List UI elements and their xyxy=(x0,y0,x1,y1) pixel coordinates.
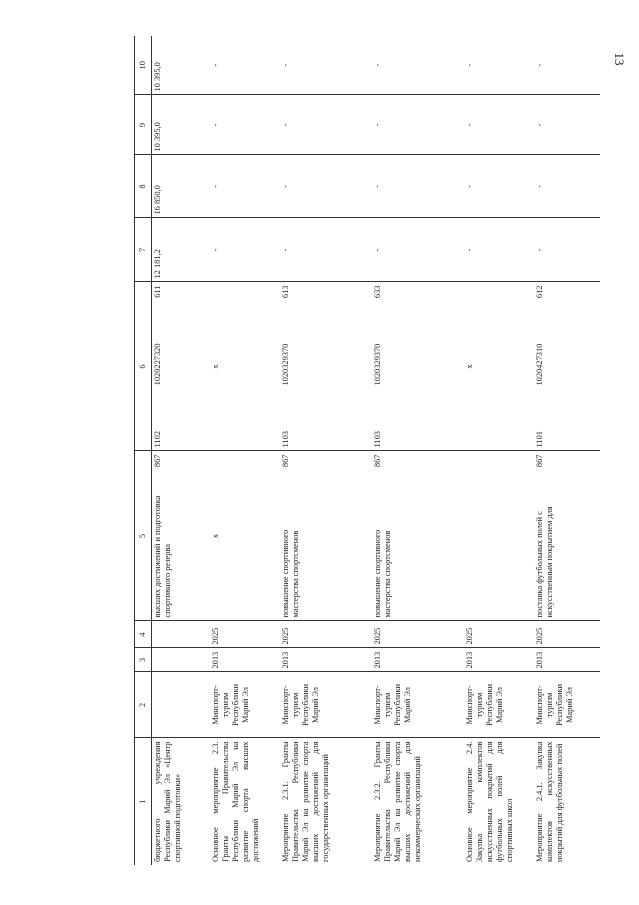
row-1-year-value-8: - xyxy=(210,155,280,218)
row-2-year-value-8: - xyxy=(280,155,372,218)
row-2-expense-type: 613 xyxy=(280,285,290,299)
row-4-year-value-10: - xyxy=(464,36,534,95)
row-0-result xyxy=(152,451,210,621)
rotated-table-container xyxy=(134,36,596,865)
header-cell-5: 5 xyxy=(135,451,152,621)
header-cell-4: 4 xyxy=(135,621,152,648)
row-1-year-value-10: - xyxy=(210,36,280,95)
row-3-start-year: 2013 xyxy=(372,648,464,672)
row-1-start-year: 2013 xyxy=(210,648,280,672)
header-cell-9: 9 xyxy=(135,95,152,155)
row-5-year-value-10: - xyxy=(534,36,600,95)
row-3-result-text: повышение спортивного мастерства спортсменов xyxy=(372,529,392,618)
row-5-name: Мероприятие 2.4.1. Закупка комплектов искусственных покрытий для футбольных полей xyxy=(534,741,564,862)
row-2-result xyxy=(280,451,372,621)
row-2-executor: Минспорт-туризм Республики Марий Эл xyxy=(280,672,372,738)
row-3-year-value-9: - xyxy=(372,95,464,155)
row-2-year-value-7: - xyxy=(280,218,372,282)
row-0-name: бюджетного учреждения Республики Марий Эл «Центр спортивной подготовки» xyxy=(153,741,182,862)
row-5-result-text: поставка футбольных полей с искусственным покрытием для xyxy=(534,506,554,618)
row-0-grbs-code: 867 xyxy=(153,454,162,468)
row-5-grbs-code: 867 xyxy=(534,454,544,468)
row-4-year-value-7: - xyxy=(464,218,534,282)
row-1-name: Основное мероприятие 2.3. Гранты Правительства Республики Марий Эл на развитие спорта высших достижений xyxy=(210,741,260,862)
row-3-name: Мероприятие 2.3.2. Гранты Правительства Республики Марий Эл на развитие спорта высших достижений для некоммерческих организаций xyxy=(372,741,422,862)
row-4-executor: Минспорт-туризм Республики Марий Эл xyxy=(464,672,534,738)
table-row xyxy=(280,36,372,865)
row-1-year-value-7: - xyxy=(210,218,280,282)
row-4-codes: x xyxy=(464,282,534,451)
row-3-year-value-10: - xyxy=(372,36,464,95)
row-3-year-value-8: - xyxy=(372,155,464,218)
row-0-year-value-10: 10 395,0 xyxy=(152,36,210,95)
row-2-start-year: 2013 xyxy=(280,648,372,672)
row-3-result xyxy=(372,451,464,621)
header-cell-7: 7 xyxy=(135,218,152,282)
header-cell-6: 6 xyxy=(135,282,152,451)
row-5-section-code: 1101 xyxy=(534,431,544,448)
table-row xyxy=(534,36,600,865)
row-1-end-year: 2025 xyxy=(210,621,280,648)
row-3-year-value-7: - xyxy=(372,218,464,282)
row-0-result-text: высших достижений и подготовка спортивного резерва xyxy=(153,495,172,618)
table-row xyxy=(464,36,534,865)
row-0-section-code: 1102 xyxy=(153,431,162,448)
row-2-codes xyxy=(280,282,372,451)
row-5-expense-type: 612 xyxy=(534,285,544,299)
row-2-result-text: повышение спортивного мастерства спортсменов xyxy=(280,529,300,618)
row-4-year-value-8: - xyxy=(464,155,534,218)
row-3-section-code: 1103 xyxy=(372,431,382,448)
table-row xyxy=(152,36,210,865)
row-0-end-year xyxy=(152,621,210,648)
header-cell-3: 3 xyxy=(135,648,152,672)
row-2-year-value-10: - xyxy=(280,36,372,95)
header-cell-10: 10 xyxy=(135,36,152,95)
row-3-end-year: 2025 xyxy=(372,621,464,648)
row-3-codes xyxy=(372,282,464,451)
row-0-year-value-9: 10 395,0 xyxy=(152,95,210,155)
table-row xyxy=(372,36,464,865)
row-4-end-year: 2025 xyxy=(464,621,534,648)
row-4-year-value-9: - xyxy=(464,95,534,155)
table-row xyxy=(210,36,280,865)
table-header-row xyxy=(135,36,152,865)
row-3-grbs-code: 867 xyxy=(372,454,382,468)
row-3-expense-type: 633 xyxy=(372,285,382,299)
header-cell-8: 8 xyxy=(135,155,152,218)
row-2-year-value-9: - xyxy=(280,95,372,155)
row-5-start-year: 2013 xyxy=(534,648,600,672)
row-0-executor xyxy=(152,672,210,738)
row-0-year-value-8: 16 850,0 xyxy=(152,155,210,218)
header-cell-1: 1 xyxy=(135,738,152,865)
row-1-year-value-9: - xyxy=(210,95,280,155)
row-5-target-code: 1020427310 xyxy=(534,343,544,386)
row-2-section-code: 1103 xyxy=(280,431,290,448)
row-0-target-code: 1020227320 xyxy=(153,343,162,386)
row-2-target-code: 1020329370 xyxy=(280,343,290,386)
row-1-result: x xyxy=(210,451,280,621)
row-2-grbs-code: 867 xyxy=(280,454,290,468)
row-5-result xyxy=(534,451,600,621)
row-3-executor: Минспорт-туризм Республики Марий Эл xyxy=(372,672,464,738)
row-0-year-value-7: 12 181,2 xyxy=(152,218,210,282)
header-cell-2: 2 xyxy=(135,672,152,738)
row-5-end-year: 2025 xyxy=(534,621,600,648)
row-4-result xyxy=(464,451,534,621)
row-5-executor: Минспорт-туризм Республики Марий Эл xyxy=(534,672,600,738)
row-1-codes: x xyxy=(210,282,280,451)
row-4-name: Основное мероприятие 2.4. Закупка комплектов искусственных покрытий для футбольных полей для спортивных школ xyxy=(464,741,514,862)
row-2-name: Мероприятие 2.3.1. Гранты Правительства Республики Марий Эл на развитие спорта высших достижений для государственных организаций xyxy=(280,741,330,862)
row-1-executor: Минспорт-туризм Республики Марий Эл xyxy=(210,672,280,738)
row-0-start-year xyxy=(152,648,210,672)
row-5-codes xyxy=(534,282,600,451)
row-5-year-value-7: - xyxy=(534,218,600,282)
budget-table xyxy=(134,36,600,865)
row-2-end-year: 2025 xyxy=(280,621,372,648)
row-3-target-code: 1020329370 xyxy=(372,343,382,386)
row-4-start-year: 2013 xyxy=(464,648,534,672)
row-5-year-value-8: - xyxy=(534,155,600,218)
row-0-codes xyxy=(152,282,210,451)
row-5-year-value-9: - xyxy=(534,95,600,155)
page-number: 13 xyxy=(612,52,627,66)
row-0-expense-type: 611 xyxy=(153,285,162,298)
